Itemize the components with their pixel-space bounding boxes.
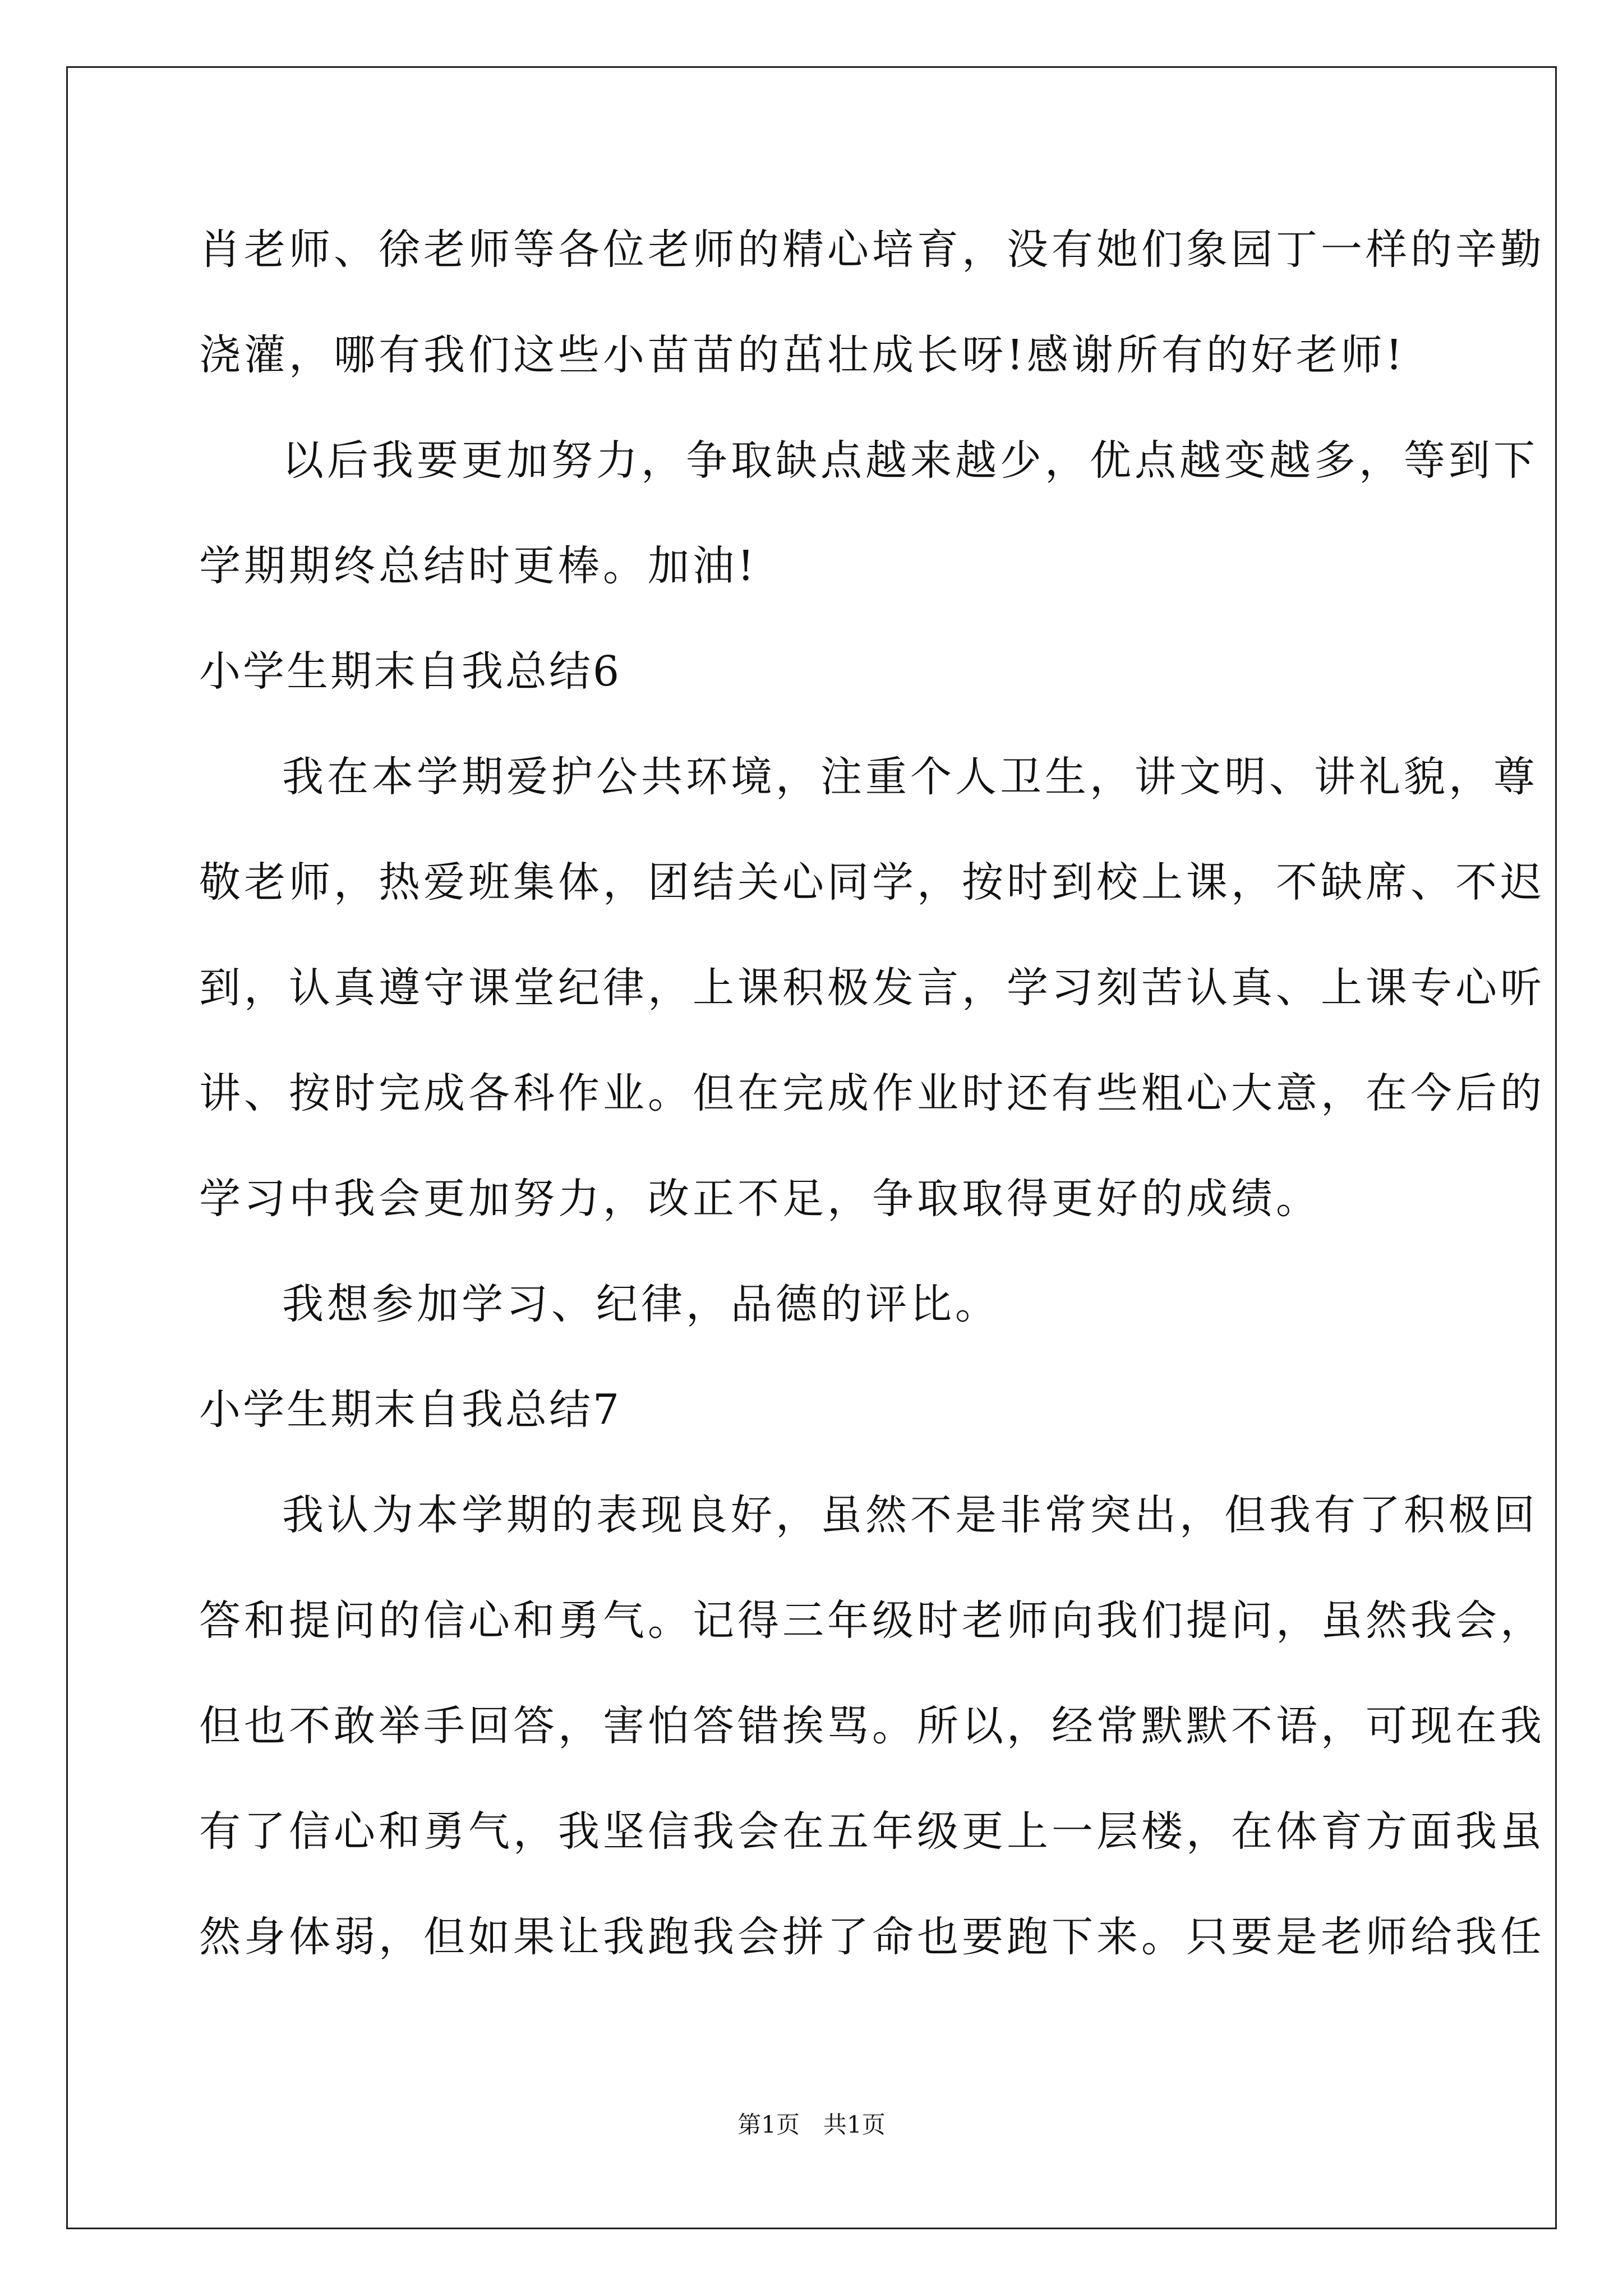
paragraph-line: 敬老师，热爱班集体，团结关心同学，按时到校上课，不缺席、不迟	[199, 858, 1545, 907]
paragraph-line: 学期期终总结时更棒。加油!	[199, 542, 758, 590]
paragraph-line: 我想参加学习、纪律，品德的评比。	[282, 1280, 1000, 1328]
paragraph-line: 我在本学期爱护公共环境，注重个人卫生，讲文明、讲礼貌，尊	[282, 753, 1538, 801]
paragraph-line: 浇灌，哪有我们这些小苗苗的茁壮成长呀!感谢所有的好老师!	[199, 331, 1406, 379]
page-border	[66, 66, 1557, 2229]
section-heading: 小学生期末自我总结7	[199, 1386, 622, 1434]
paragraph-line: 然身体弱，但如果让我跑我会拼了命也要跑下来。只要是老师给我任	[199, 1913, 1545, 1961]
paragraph-line: 学习中我会更加努力，改正不足，争取取得更好的成绩。	[199, 1175, 1321, 1223]
paragraph-line: 有了信心和勇气，我坚信我会在五年级更上一层楼，在体育方面我虽	[199, 1807, 1545, 1856]
paragraph-line: 答和提问的信心和勇气。记得三年级时老师向我们提问，虽然我会，	[199, 1596, 1545, 1645]
paragraph-line: 但也不敢举手回答，害怕答错挨骂。所以，经常默默不语，可现在我	[199, 1702, 1545, 1750]
paragraph-line: 肖老师、徐老师等各位老师的精心培育，没有她们象园丁一样的辛勤	[199, 226, 1545, 274]
page-footer: 第1页 共1页	[737, 2111, 886, 2138]
paragraph-line: 我认为本学期的表现良好，虽然不是非常突出，但我有了积极回	[282, 1491, 1538, 1539]
paragraph-line: 以后我要更加努力，争取缺点越来越少，优点越变越多，等到下	[282, 436, 1538, 485]
paragraph-line: 讲、按时完成各科作业。但在完成作业时还有些粗心大意，在今后的	[199, 1069, 1545, 1117]
paragraph-line: 到，认真遵守课堂纪律，上课积极发言，学习刻苦认真、上课专心听	[199, 964, 1545, 1012]
section-heading: 小学生期末自我总结6	[199, 647, 622, 696]
